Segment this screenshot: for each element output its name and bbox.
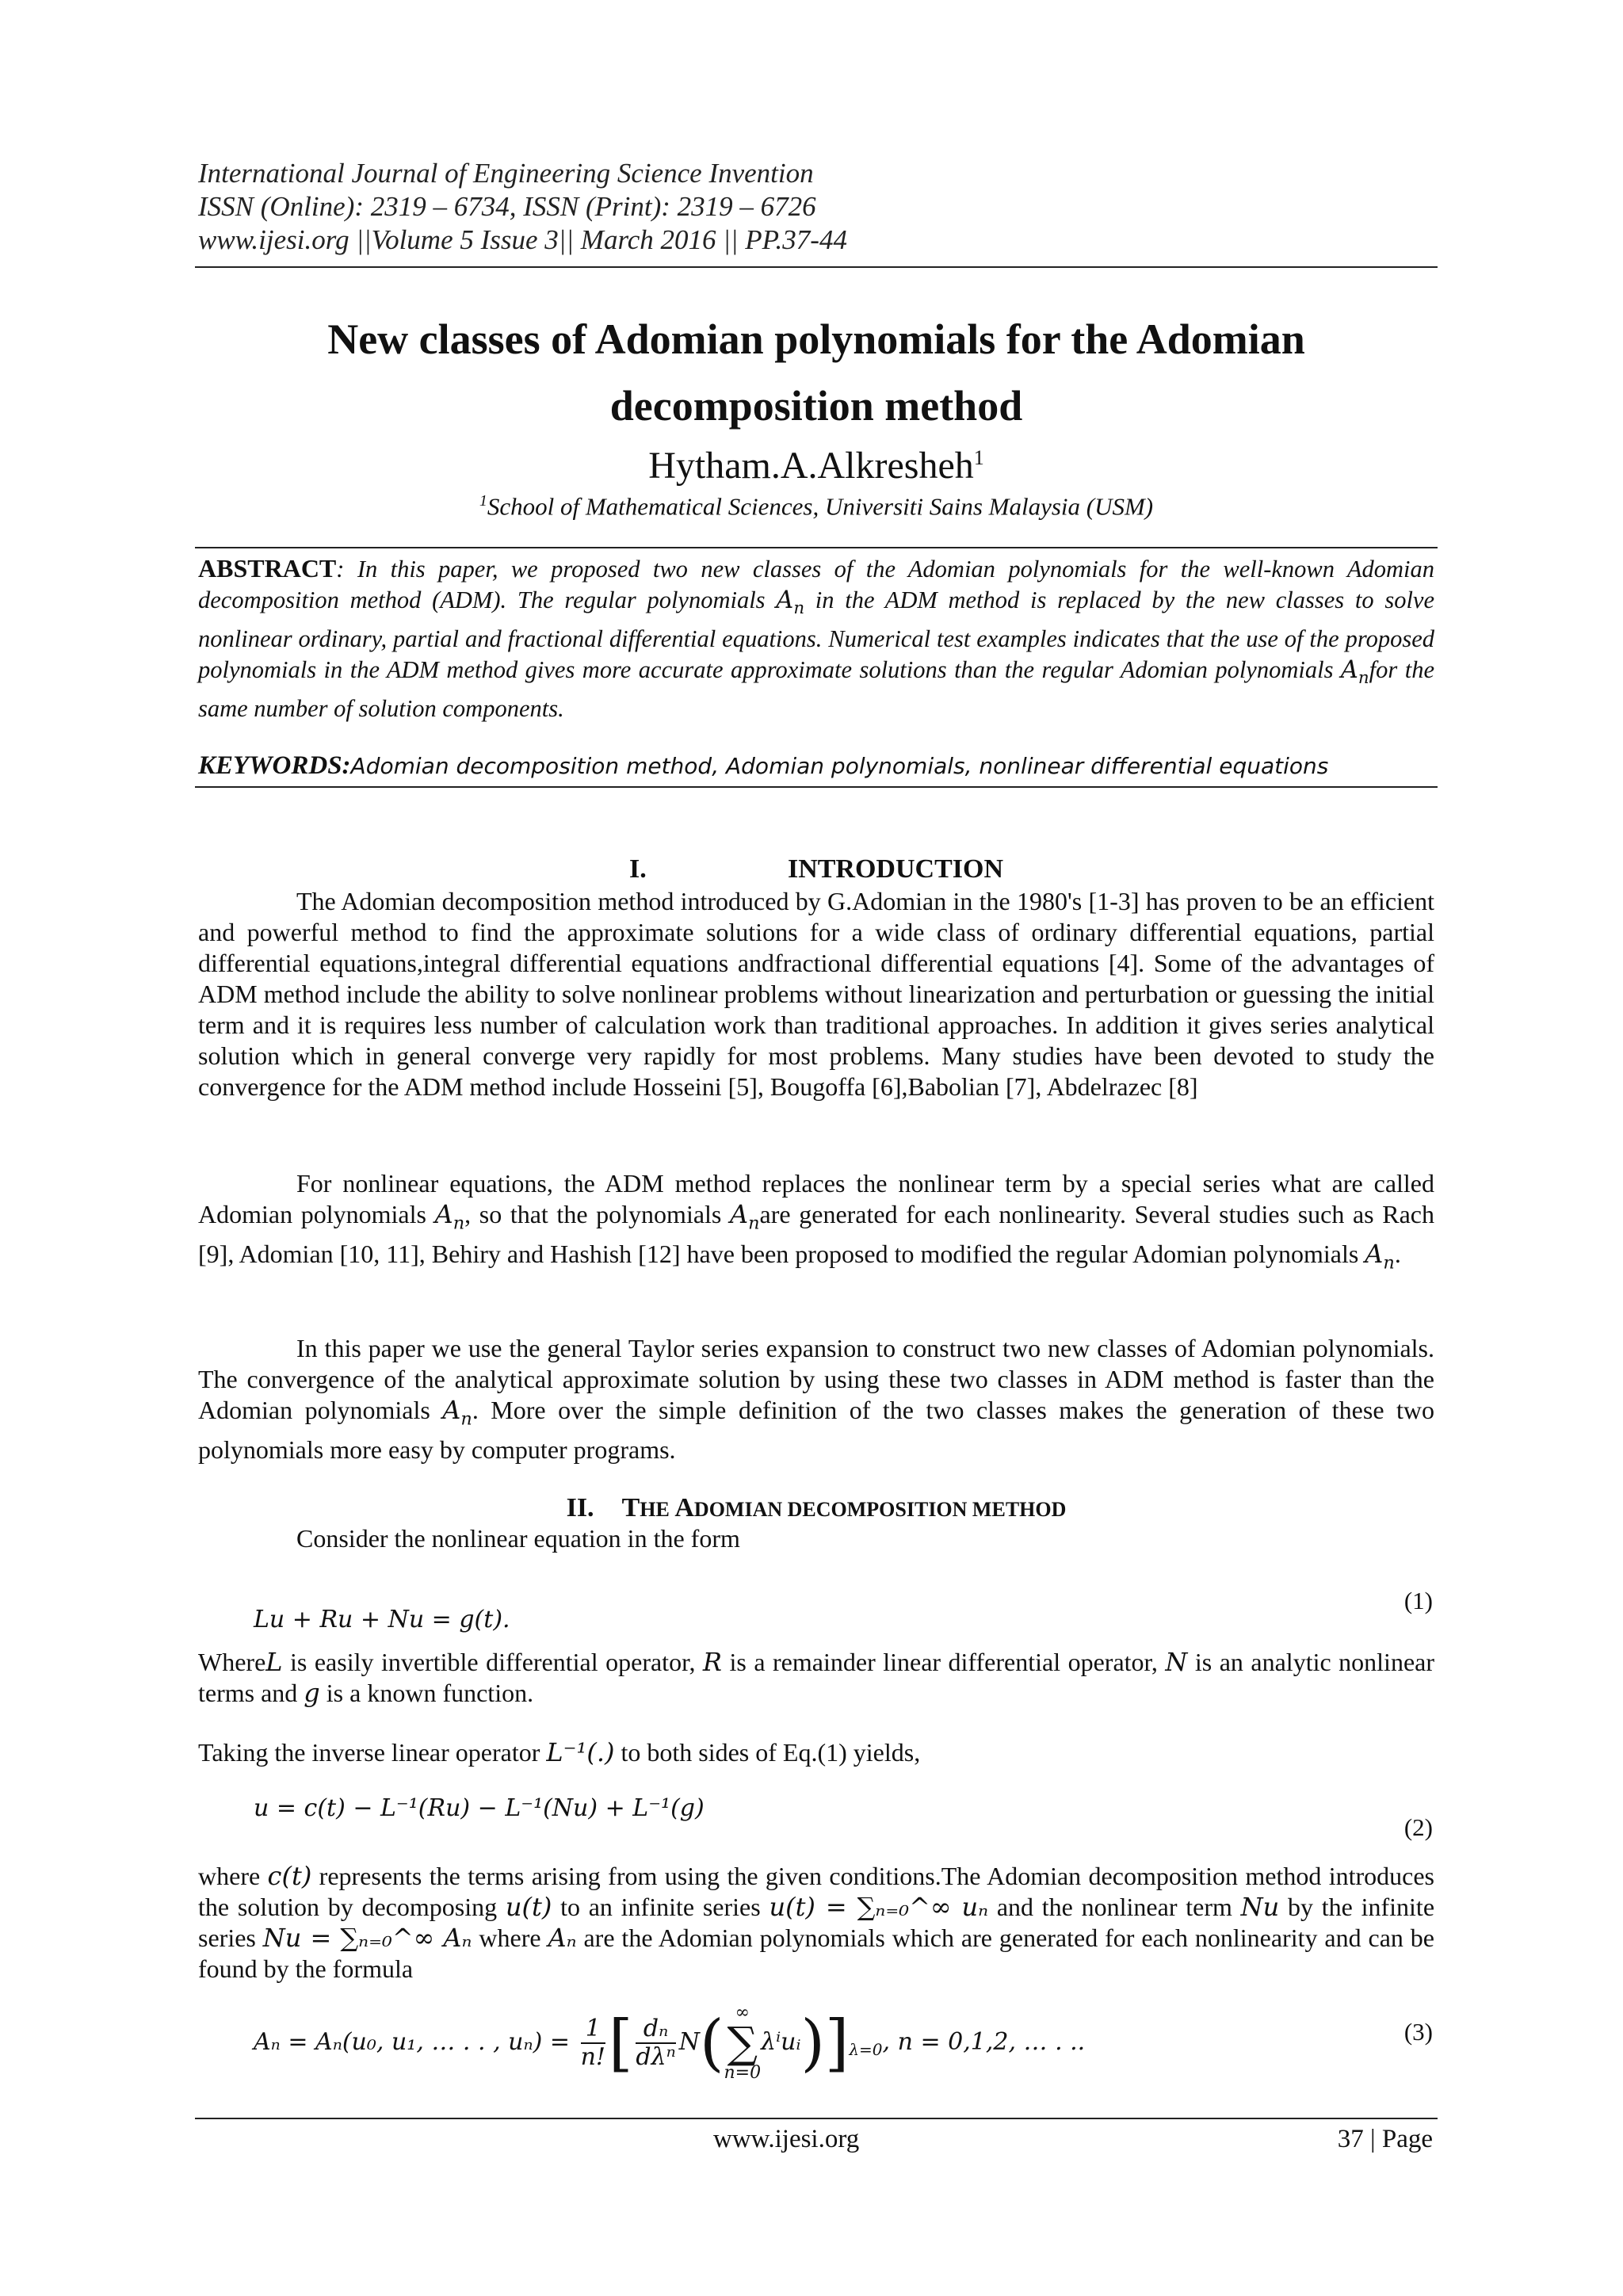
eq3-left-paren: (	[700, 2008, 724, 2079]
where-a: Where	[198, 1648, 266, 1676]
section-2-title-rest: DOMIAN DECOMPOSITION METHOD	[693, 1498, 1067, 1521]
eq3-sum	[724, 2004, 761, 2083]
intro-paragraph-2	[198, 1168, 1434, 1279]
eq3-eval: λ=0	[849, 2040, 883, 2059]
header-rule	[195, 266, 1438, 268]
taking-a: Taking the inverse linear operator	[198, 1738, 547, 1767]
intro-p3-text-a: In this paper we use the general Taylor series expansion to construct two new classes of Adomian polynomials. The convergence of the analytical approximate solution by using these two classes in ADM method is faster than the Adomian polynomials	[198, 1334, 1434, 1424]
taking-op: L⁻¹(.)	[546, 1737, 615, 1767]
eq3-left-bracket: [	[608, 2008, 633, 2079]
equation-3	[254, 2004, 1085, 2083]
intro-p2-text-d: .	[1394, 1240, 1401, 1269]
eq3-d-den: dλⁿ	[636, 2043, 676, 2071]
where-e: is a known function.	[319, 1679, 534, 1707]
author-sup: 1	[973, 446, 984, 469]
decomposition-paragraph	[198, 1861, 1434, 1985]
intro-p2-sub-1: n	[453, 1213, 465, 1234]
abstract-text-2: in the ADM method is replaced by the new classes to solve nonlinear ordinary, partial and fractional differential equations. Numerical test examples indicates that the use of the proposed polynomials in the ADM method gives more accurate approximate solutions than the regular Adomian polynomials	[198, 586, 1434, 683]
abstract-sub2: n	[1358, 667, 1369, 688]
abstract-sub1: n	[793, 598, 805, 618]
eq3-rhs: , n = 0,1,2, … . ..	[882, 2028, 1086, 2056]
w2-An: Aₙ	[548, 1923, 577, 1953]
eq3-term: λⁱuᵢ	[761, 2028, 801, 2056]
intro-p3-text-b: . More over the simple definition of the two classes makes the generation of these two polynomials more easy by computer programs.	[198, 1396, 1434, 1465]
eq3-fraction	[581, 2015, 605, 2071]
intro-paragraph-1: The Adomian decomposition method introduced by G.Adomian in the 1980's [1-3] has proven to be an efficient and powerful method to find the approximate solutions for a wide class of ordinary differential equations, partial differential equations,integral differential equations andfractional differential equations [4]. Some of the advantages of ADM method include the ability to solve nonlinear problems without linearization and perturbation or guessing the initial term and it is requires less number of calculation work than traditional approaches. In addition it gives series analytical solution which in general converge very rapidly for most problems. Many studies have been devoted to study the convergence for the ADM method include Hosseini [5], Bougoffa [6],Babolian [7], Abdelrazec [8]	[198, 887, 1434, 1101]
footer-site: www.ijesi.org	[713, 2125, 860, 2153]
keywords-text: Adomian decomposition method, Adomian polynomials, nonlinear differential equations	[350, 753, 1329, 779]
author	[198, 434, 1434, 490]
eq3-frac-num: 1	[581, 2015, 605, 2044]
journal-issue: www.ijesi.org ||Volume 5 Issue 3|| March 2016 || PP.37-44	[198, 224, 847, 255]
section-2-title-A: A	[674, 1493, 694, 1522]
where-L: L	[265, 1647, 283, 1677]
intro-p2-text-c: are generated for each nonlinearity. Several studies such as Rach [9], Adomian [10, 11], Behiry and Hashish [12] have been proposed to modified the regular Adomian polynomials	[198, 1200, 1435, 1269]
taking-paragraph	[198, 1737, 1434, 1768]
section-1-heading	[198, 853, 1434, 886]
taking-b: to both sides of Eq.(1) yields,	[614, 1738, 921, 1767]
intro-p2-an-3	[1365, 1239, 1395, 1274]
w2-g: are the Adomian polynomials which are generated for each nonlinearity and can be found by the formula	[198, 1924, 1435, 1983]
abstract-sym1: A	[776, 586, 794, 614]
journal-name: International Journal of Engineering Science Invention	[198, 158, 814, 189]
where-paragraph	[198, 1647, 1434, 1709]
equation-2: u = c(t) − L⁻¹(Ru) − L⁻¹(Nu) + L⁻¹(g)	[254, 1794, 705, 1822]
intro-p2-sym-2: A	[730, 1199, 749, 1229]
section-2-number: II.	[566, 1493, 594, 1522]
journal-header	[198, 157, 1434, 257]
affiliation-sup: 1	[479, 492, 487, 510]
journal-issn: ISSN (Online): 2319 – 6734, ISSN (Print): 2319 – 6726	[198, 191, 816, 222]
w2-series: u(t) = ∑ₙ₌₀^∞ uₙ	[769, 1892, 989, 1922]
abstract-symbol-an-2	[1340, 655, 1369, 688]
where-b: is easily invertible differential operator,	[282, 1648, 703, 1676]
footer-page-number: 37 | Page	[1337, 2125, 1433, 2153]
abstract-text-3: for the same number of solution components.	[198, 655, 1434, 723]
where-R: R	[702, 1647, 723, 1677]
keywords	[198, 750, 1434, 782]
abstract-label: ABSTRACT	[198, 554, 337, 583]
equation-1: Lu + Ru + Nu = g(t).	[254, 1606, 510, 1633]
equation-1-number: (1)	[1403, 1587, 1433, 1614]
w2-e: by the infinite series	[198, 1893, 1435, 1952]
intro-p3-sym: A	[442, 1395, 461, 1425]
abstract-sym2: A	[1340, 655, 1358, 684]
eq3-frac-den: n!	[580, 2043, 605, 2071]
paper-title-line2: decomposition method	[609, 382, 1023, 430]
intro-p2-an-2	[730, 1199, 760, 1234]
eq3-sum-bot: n=0	[724, 2063, 762, 2083]
equation-3-number: (3)	[1403, 2018, 1433, 2046]
eq3-right-bracket: ]	[824, 2008, 850, 2079]
keywords-rule	[195, 786, 1438, 788]
footer-rule	[195, 2118, 1438, 2119]
where-N: N	[1165, 1647, 1188, 1677]
abstract-top-rule	[195, 547, 1438, 548]
intro-p3-an	[442, 1395, 472, 1430]
keywords-label: KEYWORDS:	[198, 751, 351, 780]
eq3-sum-top: ∞	[735, 2003, 750, 2023]
section-1-title: INTRODUCTION	[787, 854, 1004, 884]
where-d: is an analytic nonlinear terms and	[198, 1648, 1434, 1707]
w2-b: represents the terms arising from using the given conditions.The Adomian decomposition method introduces the solution by decomposing	[198, 1862, 1435, 1921]
where-c: is a remainder linear differential operator,	[722, 1648, 1166, 1676]
eq3-right-paren: )	[800, 2008, 825, 2079]
w2-d: and the nonlinear term	[988, 1893, 1241, 1921]
paper-title	[198, 306, 1434, 439]
abstract	[198, 553, 1434, 724]
w2-series2: Nu = ∑ₙ₌₀^∞ Aₙ	[262, 1923, 472, 1953]
intro-p2-sym-3: A	[1365, 1239, 1384, 1270]
eq3-N: N	[678, 2028, 701, 2056]
affiliation-text: School of Mathematical Sciences, Universiti Sains Malaysia (USM)	[487, 492, 1154, 521]
eq3-derivative	[636, 2015, 675, 2071]
abstract-symbol-an	[776, 586, 805, 618]
w2-Nu: Nu	[1240, 1892, 1280, 1922]
intro-paragraph-3	[198, 1333, 1434, 1465]
intro-p2-sub-2: n	[748, 1213, 760, 1234]
eq3-lhs: Aₙ = Aₙ(u₀, u₁, … . . , uₙ) =	[254, 2028, 571, 2056]
eq3-d-num: dₙ	[636, 2015, 675, 2044]
section-2-intro: Consider the nonlinear equation in the form	[296, 1524, 740, 1553]
author-name: Hytham.A.Alkresheh	[648, 445, 974, 487]
intro-p2-an-1	[434, 1199, 465, 1234]
w2-f: where	[472, 1924, 548, 1952]
w2-ct: c(t)	[267, 1861, 312, 1891]
affiliation	[198, 485, 1434, 522]
w2-c: to an infinite series	[552, 1893, 769, 1921]
section-2-title-T: T	[621, 1493, 640, 1522]
section-2-heading	[198, 1492, 1434, 1526]
eq3-sum-sigma: ∑	[727, 2018, 758, 2068]
intro-p2-text-b: , so that the polynomials	[464, 1200, 731, 1228]
intro-p2-sub-3: n	[1383, 1252, 1395, 1274]
intro-p3-sub: n	[460, 1408, 472, 1430]
paper-title-line1: New classes of Adomian polynomials for the Adomian	[327, 315, 1305, 363]
intro-p2-text-a: For nonlinear equations, the ADM method replaces the nonlinear term by a special series what are called Adomian polynomials	[198, 1169, 1434, 1228]
intro-p2-sym-1: A	[434, 1199, 453, 1229]
section-2-title-he: HE	[640, 1498, 675, 1521]
w2-a: where	[198, 1862, 268, 1890]
abstract-colon: :	[336, 556, 345, 583]
equation-2-number: (2)	[1403, 1813, 1433, 1841]
where-g: g	[304, 1678, 320, 1708]
section-1-number: I.	[628, 854, 647, 884]
w2-ut: u(t)	[505, 1892, 552, 1922]
abstract-text-1: In this paper, we proposed two new classes of the Adomian polynomials for the well-known Adomian decomposition method (ADM). The regular polynomials	[198, 556, 1434, 613]
